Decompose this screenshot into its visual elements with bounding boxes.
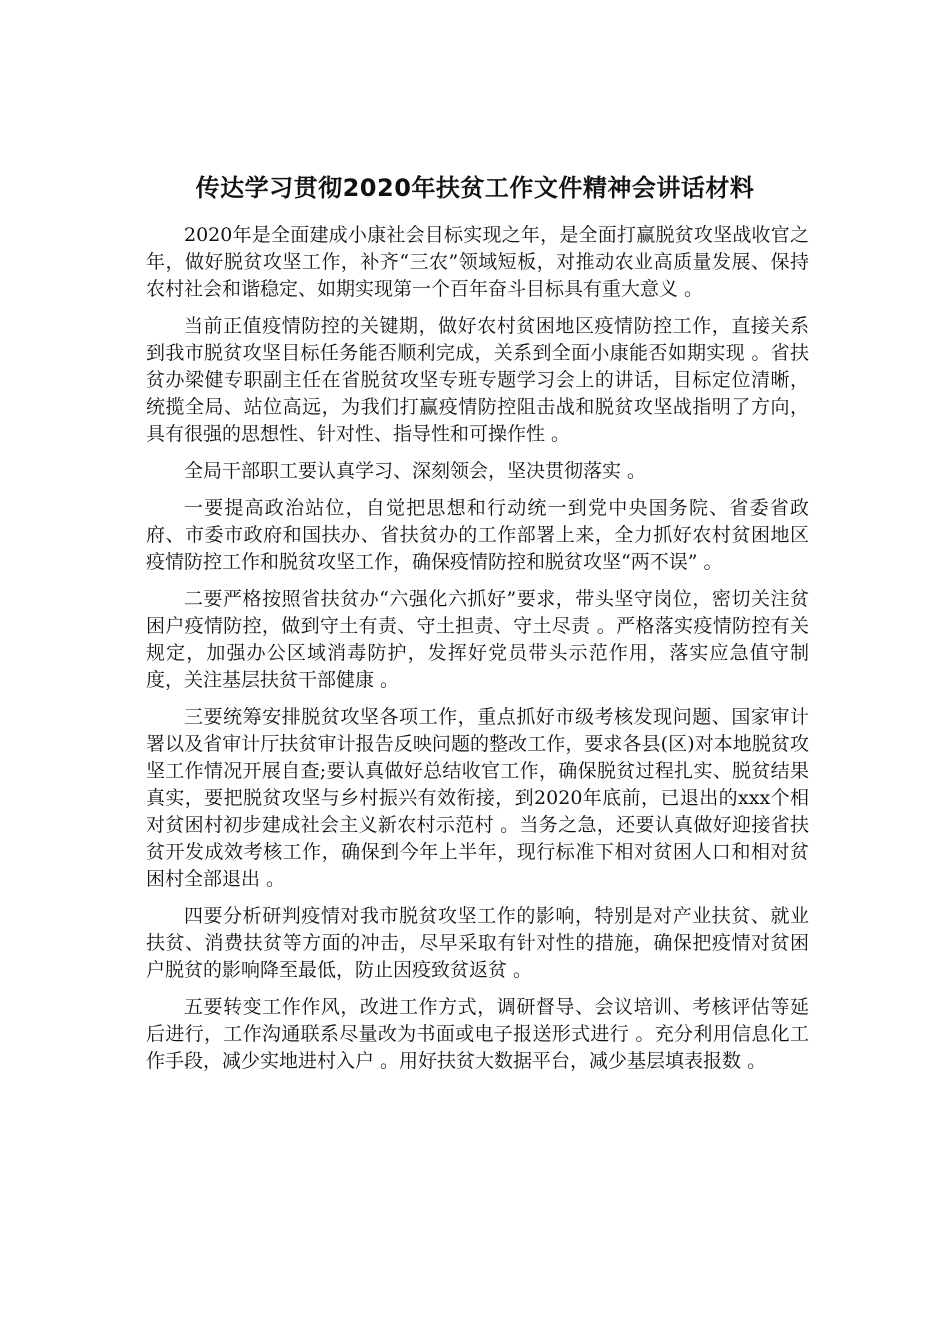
document-body xyxy=(146,222,809,1085)
paragraph-point-four: 四要分析研判疫情对我市脱贫攻坚工作的影响，特别是对产业扶贫、就业扶贫、消费扶贫等方面的冲击，尽早采取有针对性的措施，确保把疫情对贫困户脱贫的影响降至最低，防止因疫致贫返贫 。 xyxy=(146,905,809,981)
paragraph-point-one: 一要提高政治站位，自觉把思想和行动统一到党中央国务院、省委省政府、市委市政府和国扶办、省扶贫办的工作部署上来，全力抓好农村贫困地区疫情防控工作和脱贫攻坚工作，确保疫情防控和脱贫攻坚“两不误” 。 xyxy=(146,497,809,573)
paragraph-staff-requirement: 全局干部职工要认真学习、深刻领会，坚决贯彻落实 。 xyxy=(184,460,647,482)
paragraph-epidemic-context: 当前正值疫情防控的关键期，做好农村贫困地区疫情防控工作，直接关系到我市脱贫攻坚目标任务能否顺利完成，关系到全面小康能否如期实现 。省扶贫办梁健专职副主任在省脱贫攻坚专班专题学习会上的讲话，目标定位清晰，统揽全局、站位高远，为我们打赢疫情防控阻击战和脱贫攻坚战指明了方向，具有很强的思想性、针对性、指导性和可操作性 。 xyxy=(146,315,809,445)
paragraph-point-three: 三要统筹安排脱贫攻坚各项工作，重点抓好市级考核发现问题、国家审计署以及省审计厅扶贫审计报告反映问题的整改工作，要求各县(区)对本地脱贫攻坚工作情况开展自查;要认真做好总结收官工作，确保脱贫过程扎实、脱贫结果真实，要把脱贫攻坚与乡村振兴有效衔接，到2020年底前，已退出的xxx个相对贫困村初步建成社会主义新农村示范村 。当务之急，还要认真做好迎接省扶贫开发成效考核工作，确保到今年上半年，现行标准下相对贫困人口和相对贫困村全部退出 。 xyxy=(146,706,809,890)
paragraph-point-five: 五要转变工作作风，改进工作方式，调研督导、会议培训、考核评估等延后进行，工作沟通联系尽量改为书面或电子报送形式进行 。充分利用信息化工作手段，减少实地进村入户 。用好扶贫大数据平台，减少基层填表报数 。 xyxy=(146,996,809,1072)
document-title: 传达学习贯彻2020年扶贫工作文件精神会讲话材料 xyxy=(195,174,755,202)
paragraph-point-two: 二要严格按照省扶贫办“六强化六抓好”要求，带头坚守岗位，密切关注贫困户疫情防控，做到守土有责、守土担责、守土尽责 。严格落实疫情防控有关规定，加强办公区域消毒防护，发挥好党员带头示范作用，落实应急值守制度，关注基层扶贫干部健康 。 xyxy=(146,588,809,691)
paragraph-intro: 2020年是全面建成小康社会目标实现之年，是全面打赢脱贫攻坚战收官之年，做好脱贫攻坚工作，补齐“三农”领域短板，对推动农业高质量发展、保持农村社会和谐稳定、如期实现第一个百年奋斗目标具有重大意义 。 xyxy=(146,224,809,300)
